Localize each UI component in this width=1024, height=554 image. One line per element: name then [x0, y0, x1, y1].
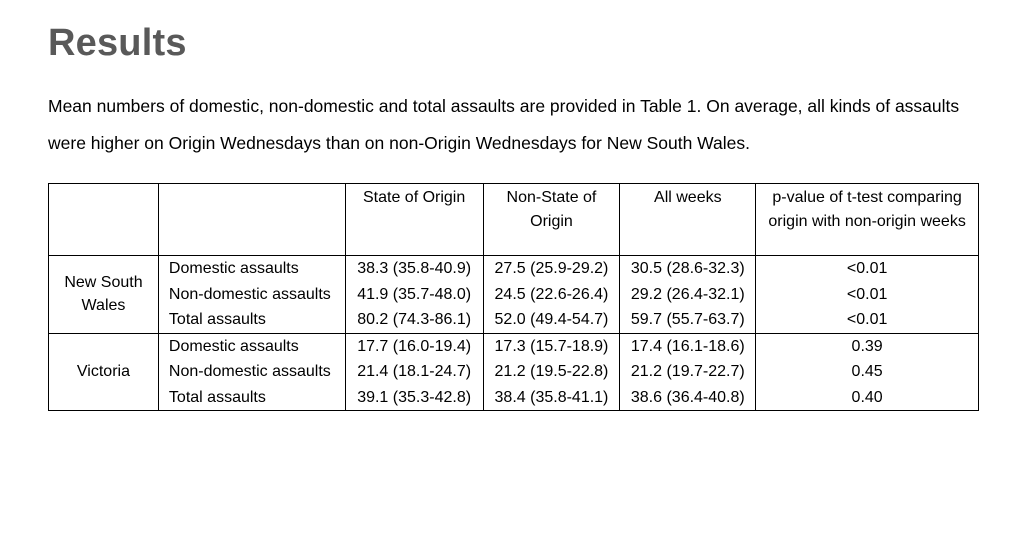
state-of-origin-cell: 41.9 (35.7-48.0) — [345, 282, 483, 308]
non-state-of-origin-cell: 24.5 (22.6-26.4) — [483, 282, 620, 308]
header-all-weeks: All weeks — [620, 184, 756, 256]
state-of-origin-cell: 39.1 (35.3-42.8) — [345, 385, 483, 411]
p-value-cell: <0.01 — [756, 307, 979, 333]
table-row — [49, 333, 979, 359]
region-cell: New South Wales — [49, 256, 159, 334]
p-value-cell: <0.01 — [756, 256, 979, 282]
measure-cell: Domestic assaults — [158, 333, 345, 359]
header-p-value: p-value of t-test comparing origin with non-origin weeks — [756, 184, 979, 256]
header-measure — [158, 184, 345, 256]
group-victoria — [49, 333, 979, 411]
p-value-cell: <0.01 — [756, 282, 979, 308]
header-non-state-of-origin: Non-State of Origin — [483, 184, 620, 256]
all-weeks-cell: 17.4 (16.1-18.6) — [620, 333, 756, 359]
header-region — [49, 184, 159, 256]
header-state-of-origin: State of Origin — [345, 184, 483, 256]
all-weeks-cell: 21.2 (19.7-22.7) — [620, 359, 756, 385]
table-row — [49, 282, 979, 308]
measure-cell: Domestic assaults — [158, 256, 345, 282]
measure-cell: Non-domestic assaults — [158, 359, 345, 385]
all-weeks-cell: 59.7 (55.7-63.7) — [620, 307, 756, 333]
measure-cell: Total assaults — [158, 385, 345, 411]
group-new-south-wales — [49, 256, 979, 334]
p-value-cell: 0.40 — [756, 385, 979, 411]
state-of-origin-cell: 38.3 (35.8-40.9) — [345, 256, 483, 282]
region-cell: Victoria — [49, 333, 159, 411]
state-of-origin-cell: 80.2 (74.3-86.1) — [345, 307, 483, 333]
p-value-cell: 0.45 — [756, 359, 979, 385]
all-weeks-cell: 38.6 (36.4-40.8) — [620, 385, 756, 411]
non-state-of-origin-cell: 52.0 (49.4-54.7) — [483, 307, 620, 333]
table-header — [49, 184, 979, 256]
section-heading: Results — [48, 22, 187, 64]
all-weeks-cell: 30.5 (28.6-32.3) — [620, 256, 756, 282]
state-of-origin-cell: 17.7 (16.0-19.4) — [345, 333, 483, 359]
header-row — [49, 184, 979, 256]
non-state-of-origin-cell: 38.4 (35.8-41.1) — [483, 385, 620, 411]
table-row — [49, 385, 979, 411]
non-state-of-origin-cell: 21.2 (19.5-22.8) — [483, 359, 620, 385]
table-row — [49, 307, 979, 333]
all-weeks-cell: 29.2 (26.4-32.1) — [620, 282, 756, 308]
intro-paragraph: Mean numbers of domestic, non-domestic and total assaults are provided in Table 1. On average, all kinds of assaults were higher on Origin Wednesdays than on non-Origin Wednesdays for New South Wales. — [48, 96, 960, 153]
non-state-of-origin-cell: 17.3 (15.7-18.9) — [483, 333, 620, 359]
measure-cell: Non-domestic assaults — [158, 282, 345, 308]
state-of-origin-cell: 21.4 (18.1-24.7) — [345, 359, 483, 385]
p-value-cell: 0.39 — [756, 333, 979, 359]
non-state-of-origin-cell: 27.5 (25.9-29.2) — [483, 256, 620, 282]
measure-cell: Total assaults — [158, 307, 345, 333]
results-table — [48, 183, 979, 411]
table-row — [49, 256, 979, 282]
table-row — [49, 359, 979, 385]
